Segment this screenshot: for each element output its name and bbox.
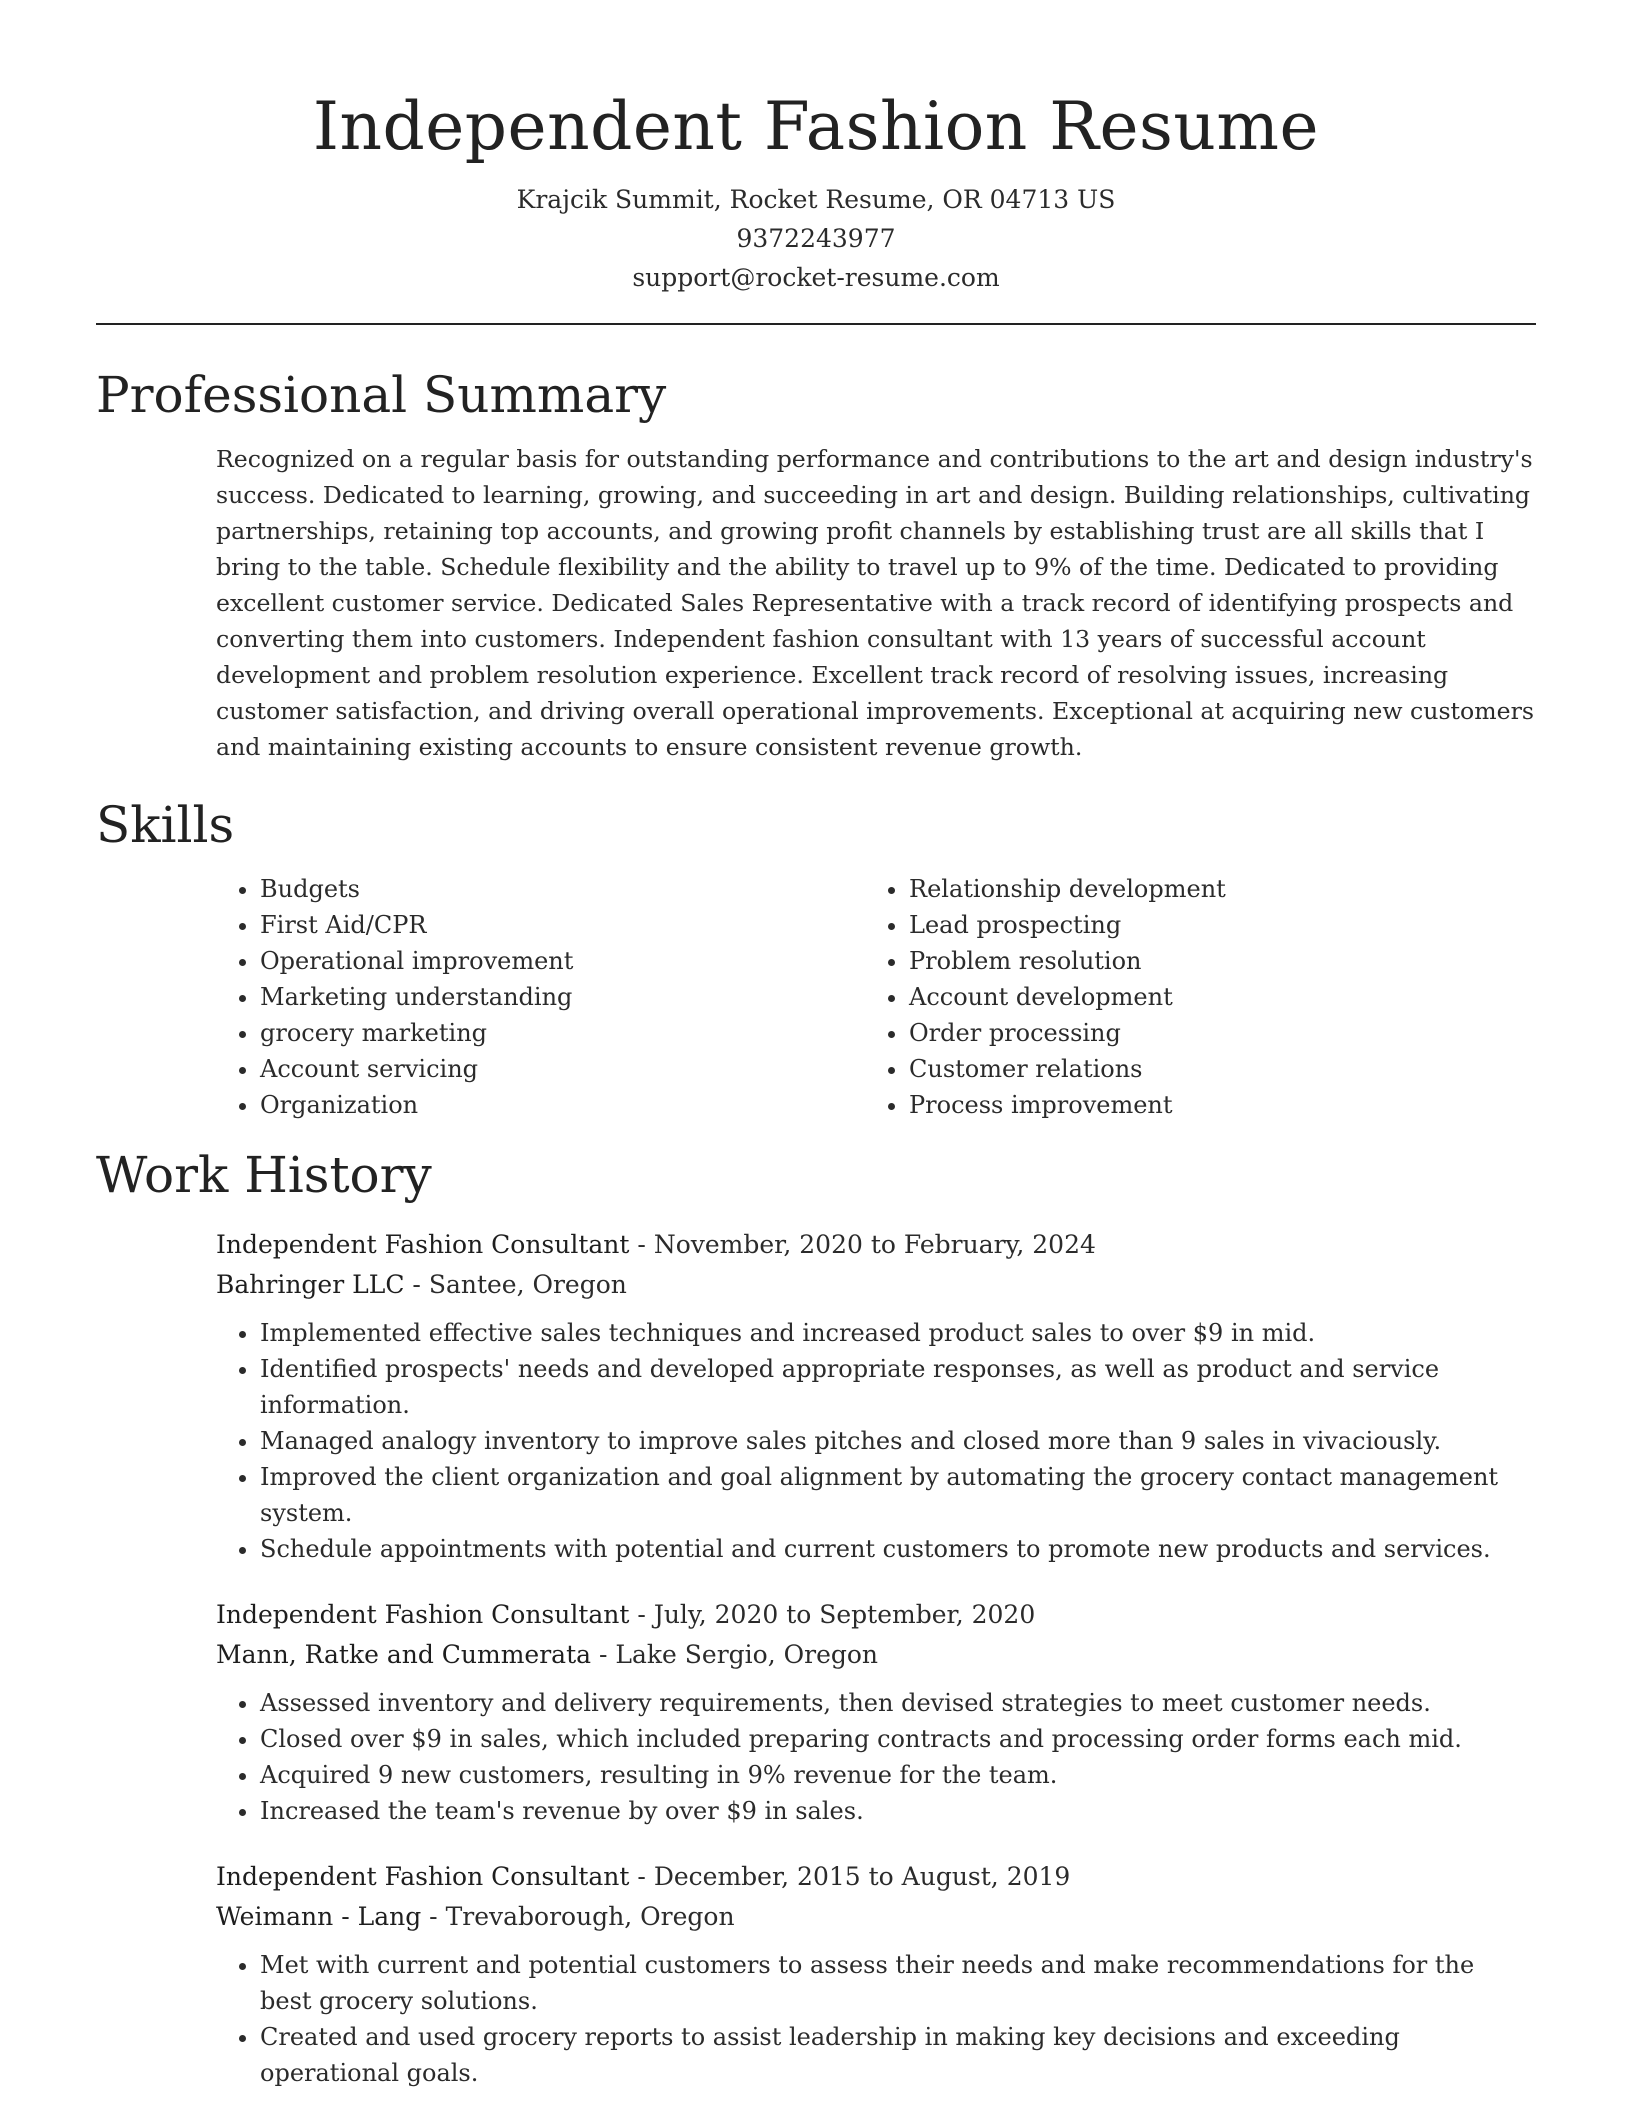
job-title-line — [216, 1225, 1536, 1265]
separator: - — [637, 1600, 654, 1629]
job-company: Mann, Ratke and Cummerata — [216, 1640, 592, 1669]
skill-item: • Operational improvement — [260, 943, 865, 979]
skill-item: • grocery marketing — [260, 1015, 865, 1051]
job-bullet: • Assessed inventory and delivery requirements, then devised strategies to meet customer needs. — [260, 1685, 1500, 1721]
job-bullet: • Created and used grocery reports to assist leadership in making key decisions and exceeding operational goals. — [260, 2019, 1500, 2091]
job-title-line — [216, 1595, 1536, 1635]
job-bullet: • Improved the client organization and goal alignment by automating the grocery contact management system. — [260, 1459, 1500, 1531]
skills-column-right — [865, 871, 1514, 1123]
summary-section — [96, 363, 1536, 765]
job-entry — [216, 1225, 1536, 1567]
job-bullets — [216, 1315, 1500, 1567]
job-dates: November, 2020 to February, 2024 — [653, 1230, 1096, 1259]
job-bullet: • Increased the team's revenue by over $9 in sales. — [260, 1793, 1500, 1829]
skill-item: • Customer relations — [909, 1051, 1514, 1087]
skills-column-left — [216, 871, 865, 1123]
separator: - — [412, 1270, 429, 1299]
separator: - — [429, 1902, 446, 1931]
resume-page — [96, 0, 1536, 2091]
separator: - — [599, 1640, 616, 1669]
job-title: Independent Fashion Consultant — [216, 1230, 630, 1259]
job-bullet: • Met with current and potential customers to assess their needs and make recommendations for the best grocery solutions. — [260, 1947, 1500, 2019]
job-entry — [216, 1595, 1536, 1829]
job-bullet: • Acquired 9 new customers, resulting in 9% revenue for the team. — [260, 1757, 1500, 1793]
job-bullet: • Implemented effective sales techniques and increased product sales to over $9 in mid. — [260, 1315, 1500, 1351]
contact-block — [96, 180, 1536, 297]
skills-heading: Skills — [96, 796, 235, 854]
job-bullet: • Closed over $9 in sales, which included preparing contracts and processing order forms each mid. — [260, 1721, 1500, 1757]
skills-grid — [216, 871, 1536, 1123]
job-dates: December, 2015 to August, 2019 — [653, 1862, 1071, 1891]
job-location: Santee, Oregon — [428, 1270, 627, 1299]
skills-section — [96, 793, 1536, 1123]
contact-phone: 9372243977 — [736, 224, 896, 253]
skill-item: • Order processing — [909, 1015, 1514, 1051]
job-company: Weimann - Lang — [216, 1902, 422, 1931]
job-location: Trevaborough, Oregon — [445, 1902, 735, 1931]
job-bullet: • Schedule appointments with potential and current customers to promote new products and services. — [260, 1531, 1500, 1567]
skill-item: • Account servicing — [260, 1051, 865, 1087]
header-divider — [96, 323, 1536, 325]
work-history-section — [96, 1143, 1536, 2091]
job-bullets — [216, 1947, 1500, 2091]
summary-heading: Professional Summary — [96, 366, 667, 424]
job-dates: July, 2020 to September, 2020 — [653, 1600, 1036, 1629]
job-title: Independent Fashion Consultant — [216, 1600, 630, 1629]
job-entry — [216, 1857, 1536, 2091]
skill-item: • Lead prospecting — [909, 907, 1514, 943]
job-bullet: • Identified prospects' needs and developed appropriate responses, as well as product and service information. — [260, 1351, 1500, 1423]
skill-item: • Organization — [260, 1087, 865, 1123]
job-bullets — [216, 1685, 1500, 1829]
skill-item: • Marketing understanding — [260, 979, 865, 1015]
job-company-line — [216, 1897, 1536, 1937]
job-title-line — [216, 1857, 1536, 1897]
skill-item: • Process improvement — [909, 1087, 1514, 1123]
skill-item: • Account development — [909, 979, 1514, 1015]
resume-title: Independent Fashion Resume — [312, 88, 1320, 165]
skill-item: • Budgets — [260, 871, 865, 907]
job-location: Lake Sergio, Oregon — [615, 1640, 879, 1669]
job-bullet: • Managed analogy inventory to improve sales pitches and closed more than 9 sales in vivaciously. — [260, 1423, 1500, 1459]
skill-item: • First Aid/CPR — [260, 907, 865, 943]
job-company: Bahringer LLC — [216, 1270, 405, 1299]
summary-text: Recognized on a regular basis for outstanding performance and contributions to the art and design industry's success. Dedicated to learning, growing, and succeeding in art and design. Building relationships, cultivating partnerships, retaining top accounts, and growing profit channels by establishing trust are all skills that I bring to the table. Schedule flexibility and the ability to travel up to 9% of the time. Dedicated to providing excellent customer service. Dedicated Sales Representative with a track record of identifying prospects and converting them into customers. Independent fashion consultant with 13 years of successful account development and problem resolution experience. Excellent track record of resolving issues, increasing customer satisfaction, and driving overall operational improvements. Exceptional at acquiring new customers and maintaining existing accounts to ensure consistent revenue growth. — [216, 445, 1534, 761]
contact-email: support@rocket-resume.com — [632, 263, 1000, 292]
skill-item: • Relationship development — [909, 871, 1514, 907]
work-history-heading: Work History — [96, 1146, 432, 1204]
contact-address: Krajcik Summit, Rocket Resume, OR 04713 US — [516, 185, 1116, 214]
job-title: Independent Fashion Consultant — [216, 1862, 630, 1891]
separator: - — [637, 1230, 654, 1259]
job-company-line — [216, 1635, 1536, 1675]
separator: - — [637, 1862, 654, 1891]
skill-item: • Problem resolution — [909, 943, 1514, 979]
job-company-line — [216, 1265, 1536, 1305]
